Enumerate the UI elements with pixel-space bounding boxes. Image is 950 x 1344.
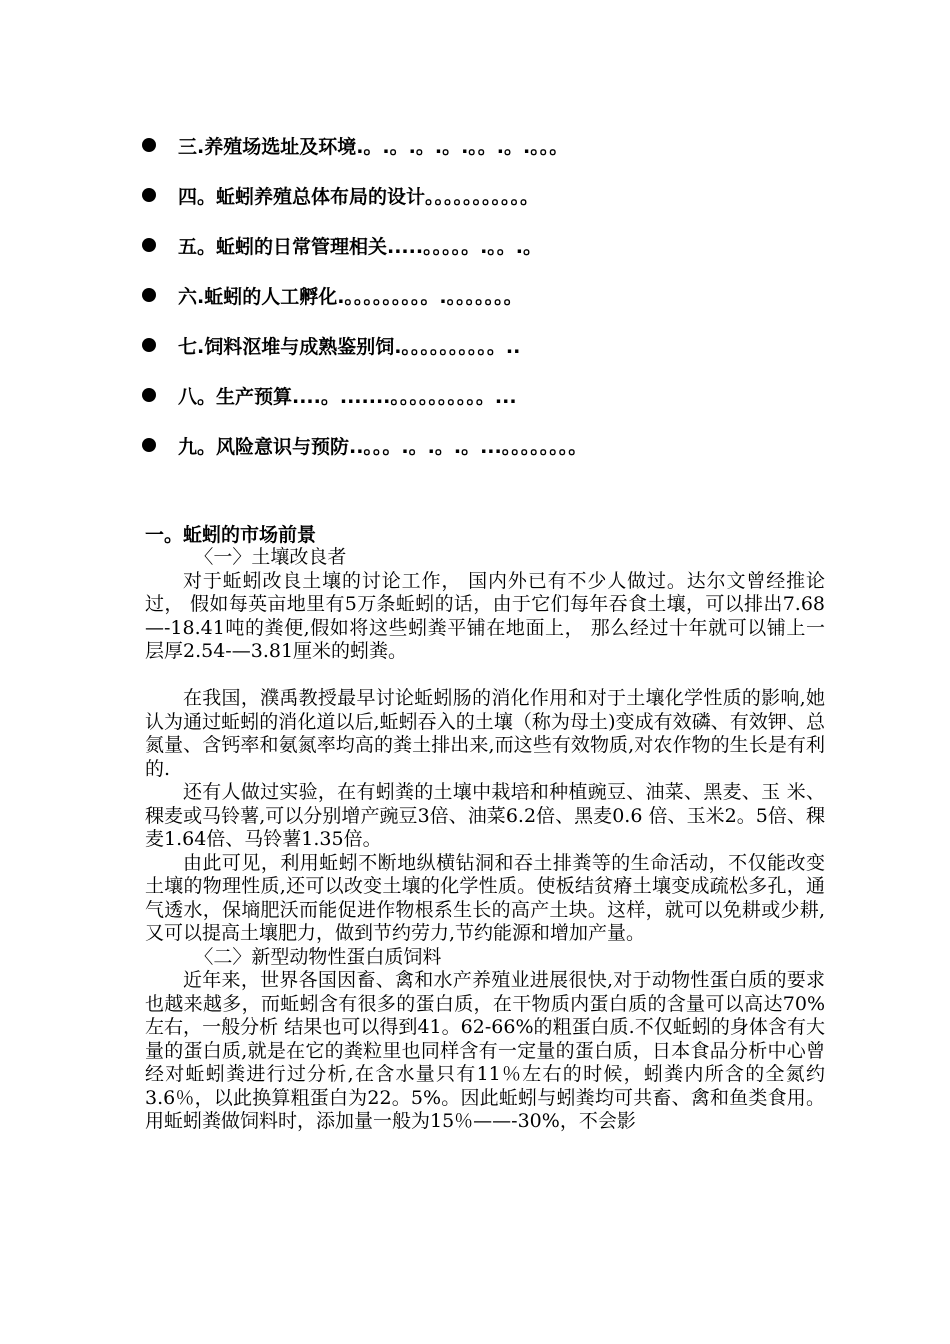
toc-item[interactable] (142, 420, 822, 470)
paragraph: 由此可见，利用蚯蚓不断地纵横钻洞和吞土排粪等的生命活动，不仅能改变土壤的物理性质,还可以改变土壤的化学性质。使板结贫瘠土壤变成疏松多孔，通气透水，保墒肥沃而能促进作物根系生长的高产土块。这样，就可以免耕或少耕,又可以提高土壤肥力，做到节约劳力,节约能源和增加产量。 (145, 851, 825, 944)
toc-item-label: 九。风险意识与预防..。。。.。.。.。...。。。。。。。。 (178, 435, 588, 458)
toc-item-label: 五。蚯蚓的日常管理相关.....。。。。。.。。.。 (178, 235, 543, 258)
paragraph: 还有人做过实验，在有蚓粪的土壤中栽培和种植豌豆、油菜、黑麦、玉 米、稞麦或马铃薯,可以分别增产豌豆3倍、油菜6.2倍、黑麦0.6 倍、玉米2。5倍、稞麦1.64倍、马铃薯1.35倍。 (145, 781, 825, 850)
paragraph: 近年来，世界各国因畜、禽和水产养殖业进展很快,对于动物性蛋白质的要求也越来越多，而蚯蚓含有很多的蛋白质，在干物质内蛋白质的含量可以高达70%左右，一般分析 结果也可以得到41。62-66%的粗蛋白质.不仅蚯蚓的身体含有大量的蛋白质,就是在它的粪粒里也同样含有一定量的蛋白质，日本食品分析中心曾经对蚯蚓粪进行过分析,在含水量只有11％左右的时候，蚓粪内所含的全氮约3.6％，以此换算粗蛋白为22。5%。因此蚯蚓与蚓粪均可共畜、禽和鱼类食用。用蚯蚓粪做饲料时，添加量一般为15％——-30%，不会影 (145, 969, 825, 1132)
toc-item-label: 三.养殖场选址及环境.。.。.。.。.。。.。.。。。 (178, 135, 569, 158)
paragraph: 在我国，濮禹教授最早讨论蚯蚓肠的消化作用和对于土壤化学性质的影响,她认为通过蚯蚓的消化道以后,蚯蚓吞入的土壤（称为母土)变成有效磷、有效钾、总氮量、含钙率和氨氮率均高的粪土排出来,而这些有效物质,对农作物的生长是有利的. (145, 687, 825, 780)
bullet-icon (142, 288, 156, 302)
toc-item-label: 七.饲料沤堆与成熟鉴别饲.。。。。。。。。。。.. (178, 335, 521, 358)
toc-item[interactable] (142, 270, 822, 320)
table-of-contents (142, 120, 822, 470)
toc-item[interactable] (142, 220, 822, 270)
toc-item[interactable] (142, 120, 822, 170)
toc-item[interactable] (142, 170, 822, 220)
paragraph: 对于蚯蚓改良土壤的讨论工作， 国内外已有不少人做过。达尔文曾经推论过， 假如每英亩地里有5万条蚯蚓的话，由于它们每年吞食土壤，可以排出7.68—-18.41吨的粪便,假如将这些蚓粪平铺在地面上， 那么经过十年就可以铺上一层厚2.54-—3.81厘米的蚓粪。 (145, 569, 825, 662)
toc-item[interactable] (142, 370, 822, 420)
bullet-icon (142, 238, 156, 252)
subheading-feed: 〈二〉新型动物性蛋白质饲料 (194, 945, 442, 968)
bullet-icon (142, 438, 156, 452)
section-heading: 一。蚯蚓的市场前景 (145, 524, 317, 546)
bullet-icon (142, 388, 156, 402)
subheading-soil: 〈一〉土壤改良者 (194, 546, 347, 568)
bullet-icon (142, 138, 156, 152)
toc-item-label: 六.蚯蚓的人工孵化.。。。。。。。。。.。。。。。。。 (178, 285, 523, 308)
toc-item[interactable] (142, 320, 822, 370)
bullet-icon (142, 338, 156, 352)
section-body (145, 546, 825, 1134)
toc-item-label: 四。蚯蚓养殖总体布局的设计。。。。。。。。。。。 (178, 185, 540, 208)
bullet-icon (142, 188, 156, 202)
toc-item-label: 八。生产预算....。.......。。。。。。。。。。... (178, 385, 517, 408)
